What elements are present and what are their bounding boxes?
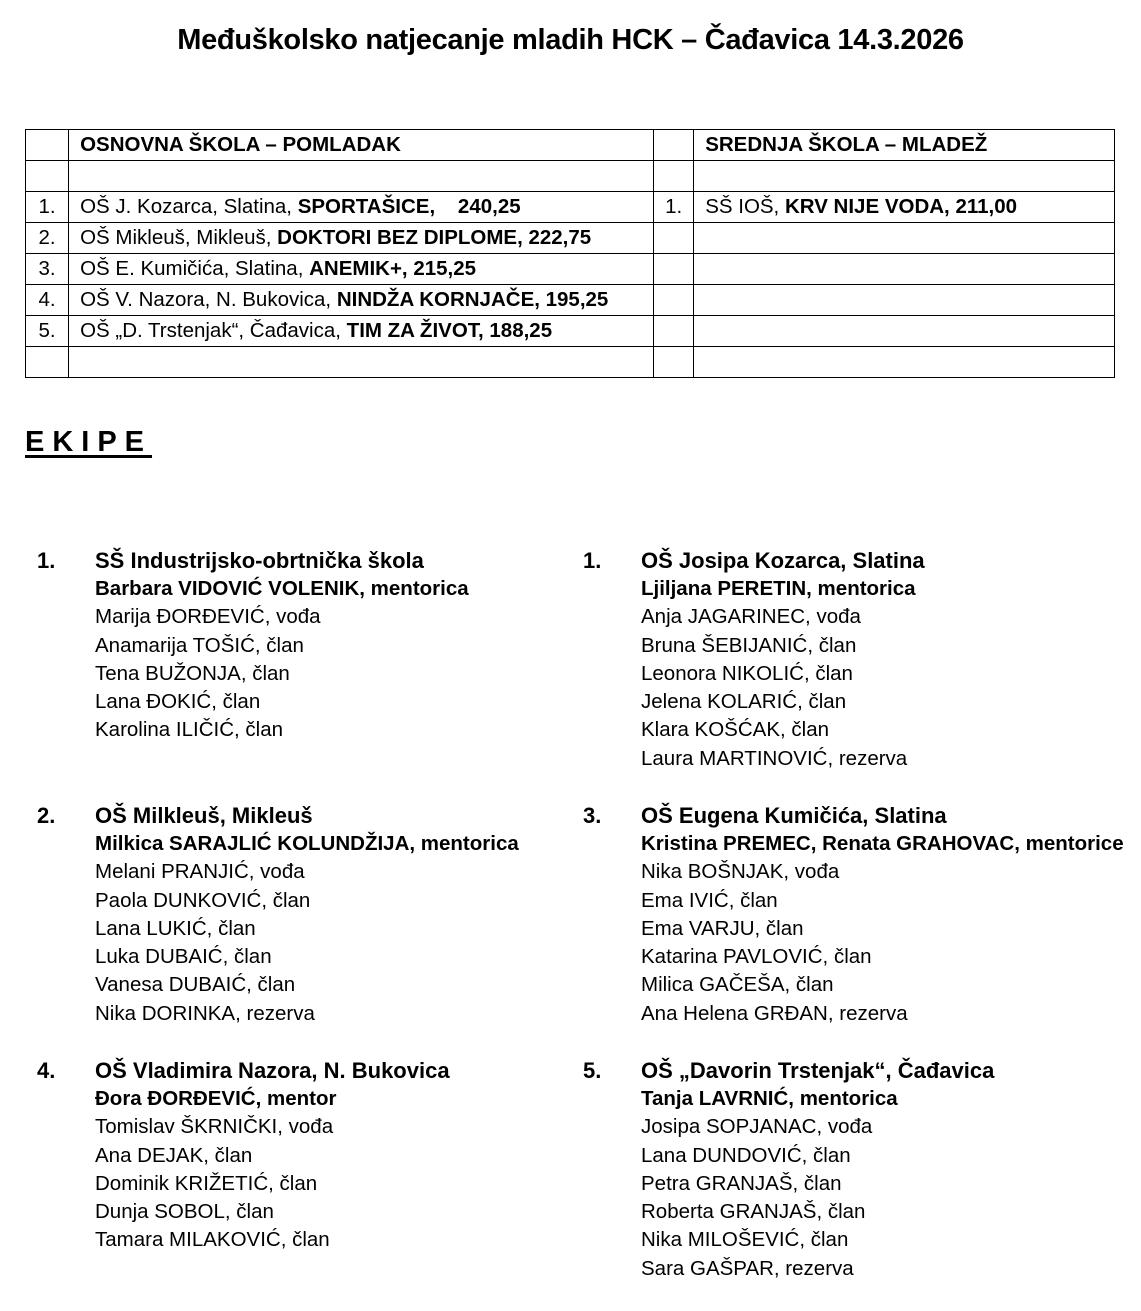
results-row (26, 254, 1115, 285)
team-member: Dunja SOBOL, član (95, 1200, 274, 1224)
school-name: OŠ J. Kozarca, Slatina, (80, 195, 298, 218)
team-member: Tomislav ŠKRNIČKI, vođa (95, 1115, 334, 1139)
team-school: OŠ Vladimira Nazora, N. Bukovica (95, 1058, 450, 1083)
team-member: Karolina ILIČIĆ, član (95, 718, 284, 742)
team-member: Paola DUNKOVIĆ, član (95, 888, 311, 912)
result-entry (69, 192, 654, 223)
team-school: OŠ Josipa Kozarca, Slatina (641, 548, 925, 573)
team-member: Lana DUNDOVIĆ, član (641, 1143, 851, 1167)
team-score: ANEMIK+, 215,25 (309, 257, 477, 280)
results-row (26, 192, 1115, 223)
document-title: Međuškolsko natjecanje mladih HCK – Čađavica 14.3.2026 (177, 24, 964, 56)
rank: 4. (26, 285, 69, 316)
team-member: Nika MILOŠEVIĆ, član (641, 1228, 849, 1252)
results-empty-row (26, 347, 1115, 378)
team-details (95, 546, 469, 745)
team-member: Lana ĐOKIĆ, član (95, 690, 261, 714)
team-school: OŠ Eugena Kumičića, Slatina (641, 803, 947, 828)
team-member: Nika DORINKA, rezerva (95, 1001, 315, 1025)
team-member: Tena BUŽONJA, član (95, 661, 290, 685)
team-mentor: Barbara VIDOVIĆ VOLENIK, mentorica (95, 577, 469, 600)
primary-school-header: OSNOVNA ŠKOLA – POMLADAK (69, 130, 654, 161)
team-score: TIM ZA ŽIVOT, 188,25 (346, 319, 553, 342)
results-row (26, 223, 1115, 254)
school-name: SŠ IOŠ, (705, 195, 785, 218)
team-member: Roberta GRANJAŠ, član (641, 1200, 866, 1224)
team-member: Milica GAČEŠA, član (641, 973, 834, 997)
team-mentor: Kristina PREMEC, Renata GRAHOVAC, mentorice (641, 832, 1124, 855)
team-school: SŠ Industrijsko-obrtnička škola (95, 548, 424, 573)
results-table (25, 129, 1115, 378)
team-member: Anja JAGARINEC, vođa (641, 605, 861, 629)
result-entry (694, 192, 1115, 223)
team-member: Luka DUBAIĆ, član (95, 945, 272, 969)
team-member: Ema VARJU, član (641, 916, 804, 940)
team-school: OŠ Milkleuš, Mikleuš (95, 803, 313, 828)
school-name: OŠ E. Kumičića, Slatina, (80, 257, 310, 280)
team-member: Katarina PAVLOVIĆ, član (641, 945, 872, 969)
team-score: DOKTORI BEZ DIPLOME, 222,75 (277, 226, 592, 249)
results-row (26, 285, 1115, 316)
team-mentor: Ljiljana PERETIN, mentorica (641, 577, 916, 600)
teams-heading: EKIPE (25, 426, 153, 458)
team-member: Jelena KOLARIĆ, član (641, 690, 847, 714)
team-member: Laura MARTINOVIĆ, rezerva (641, 746, 908, 770)
team-member: Ana Helena GRĐAN, rezerva (641, 1001, 908, 1025)
rank: 3. (26, 254, 69, 285)
team-member: Melani PRANJIĆ, vođa (95, 860, 305, 884)
team-member: Ema IVIĆ, član (641, 888, 778, 912)
team-school: OŠ „Davorin Trstenjak“, Čađavica (641, 1058, 995, 1083)
team-rank: 3. (583, 803, 602, 828)
rank: 1. (654, 192, 694, 223)
result-entry (69, 285, 654, 316)
team-member: Bruna ŠEBIJANIĆ, član (641, 633, 857, 657)
team-member: Nika BOŠNJAK, vođa (641, 860, 840, 884)
results-row (26, 316, 1115, 347)
team-member: Lana LUKIĆ, član (95, 916, 256, 940)
result-entry (69, 223, 654, 254)
school-name: OŠ V. Nazora, N. Bukovica, (80, 288, 337, 311)
result-entry (69, 254, 654, 285)
team-mentor: Milkica SARAJLIĆ KOLUNDŽIJA, mentorica (95, 832, 519, 855)
team-member: Petra GRANJAŠ, član (641, 1171, 842, 1195)
school-name: OŠ „D. Trstenjak“, Čađavica, (80, 319, 347, 342)
team-details (641, 801, 1124, 1028)
team-score: KRV NIJE VODA, 211,00 (784, 195, 1018, 218)
team-member: Sara GAŠPAR, rezerva (641, 1256, 854, 1280)
team-member: Vanesa DUBAIĆ, član (95, 973, 296, 997)
team-details (95, 1056, 450, 1255)
empty-cell (654, 130, 694, 161)
team-member: Tamara MILAKOVIĆ, član (95, 1228, 330, 1252)
team-rank: 1. (37, 548, 56, 573)
team-score: NINDŽA KORNJAČE, 195,25 (336, 288, 609, 311)
team-rank: 4. (37, 1058, 56, 1083)
team-details (95, 801, 519, 1028)
team-rank: 2. (37, 803, 56, 828)
rank: 2. (26, 223, 69, 254)
rank: 5. (26, 316, 69, 347)
team-score: SPORTAŠICE, 240,25 (297, 195, 521, 218)
team-member: Leonora NIKOLIĆ, član (641, 661, 853, 685)
team-member: Dominik KRIŽETIĆ, član (95, 1171, 318, 1195)
secondary-school-header: SREDNJA ŠKOLA – MLADEŽ (694, 130, 1115, 161)
team-details (641, 546, 925, 773)
team-member: Klara KOŠĆAK, član (641, 718, 829, 742)
team-member: Marija ĐORĐEVIĆ, vođa (95, 605, 321, 629)
results-empty-row (26, 161, 1115, 192)
team-rank: 5. (583, 1058, 602, 1083)
team-mentor: Đora ĐORĐEVIĆ, mentor (95, 1087, 337, 1110)
team-member: Anamarija TOŠIĆ, član (95, 633, 304, 657)
result-entry (69, 316, 654, 347)
team-mentor: Tanja LAVRNIĆ, mentorica (641, 1087, 898, 1110)
rank: 1. (26, 192, 69, 223)
team-member: Ana DEJAK, član (95, 1143, 253, 1167)
team-details (641, 1056, 994, 1283)
school-name: OŠ Mikleuš, Mikleuš, (80, 226, 278, 249)
results-header-row (26, 130, 1115, 161)
team-rank: 1. (583, 548, 602, 573)
team-member: Josipa SOPJANAC, vođa (641, 1115, 873, 1139)
empty-cell (26, 130, 69, 161)
